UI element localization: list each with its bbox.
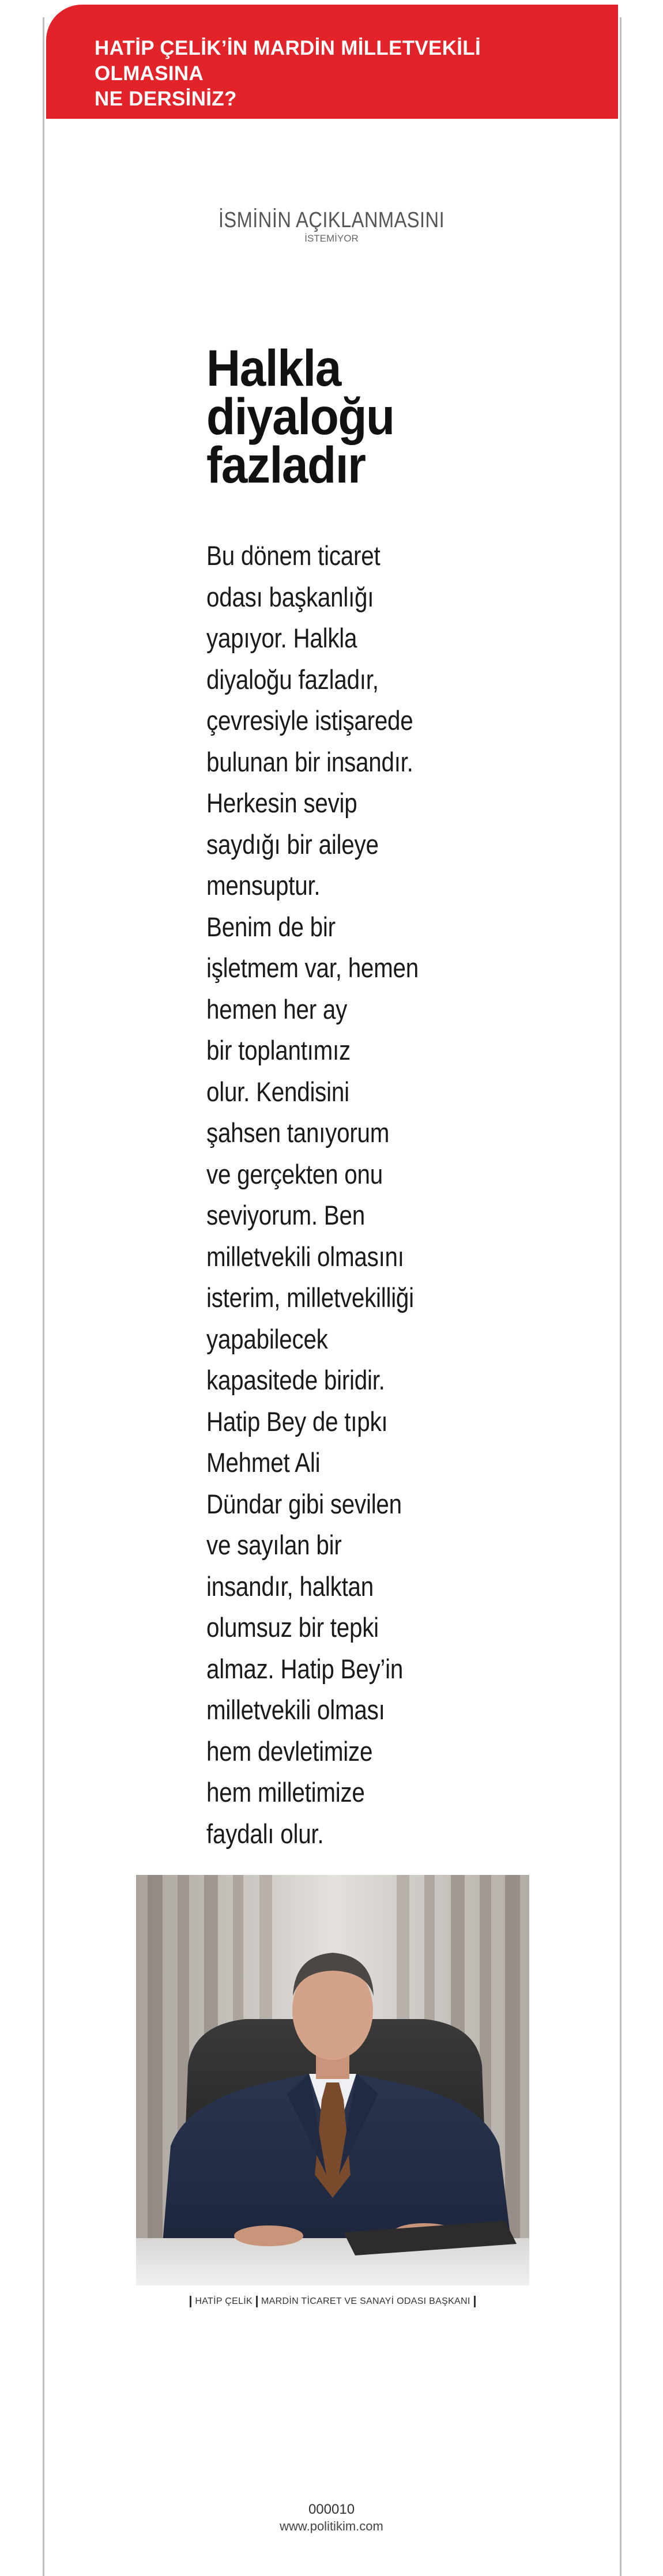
caption-divider: [474, 2296, 476, 2307]
banner-title: [95, 36, 583, 112]
caption-title: MARDİN TİCARET VE SANAYİ ODASI BAŞKANI: [261, 2296, 470, 2306]
body-line: Hatip Bey de tıpkı: [206, 1406, 388, 1437]
caption-divider: [256, 2296, 258, 2307]
body-line: kapasitede biridir.: [206, 1365, 385, 1395]
body-line: odası başkanlığı: [206, 581, 374, 612]
portrait-photo: [136, 1875, 529, 2285]
body-line: mensuptur.: [206, 870, 321, 901]
body-line: faydalı olur.: [206, 1818, 324, 1849]
article-body: [206, 535, 483, 1854]
page-number: 000010: [308, 2502, 355, 2517]
article-headline: [206, 339, 450, 494]
body-line: olur. Kendisini: [206, 1076, 349, 1107]
banner-title-line-2: NE DERSİNİZ?: [95, 88, 237, 110]
body-line: yapabilecek: [206, 1323, 328, 1354]
body-line: diyaloğu fazladır,: [206, 664, 379, 695]
body-line: Herkesin sevip: [206, 788, 357, 818]
body-line: Bu dönem ticaret: [206, 540, 381, 571]
body-line: isterim, milletvekilliği: [206, 1282, 414, 1313]
body-line: olumsuz bir tepki: [206, 1612, 379, 1643]
body-line: milletvekili olmasını: [206, 1241, 404, 1272]
banner-title-line-1: HATİP ÇELİK’İN MARDİN MİLLETVEKİLİ OLMASINA: [95, 37, 481, 85]
body-line: ve gerçekten onu: [206, 1158, 383, 1189]
body-line: bir toplantımız: [206, 1035, 351, 1065]
body-line: Benim de bir: [206, 911, 336, 942]
body-line: saydığı bir aileye: [206, 828, 379, 860]
body-line: almaz. Hatip Bey’in: [206, 1653, 404, 1684]
respondent-note: İSTEMİYOR: [304, 233, 359, 244]
headline-line: diyaloğu: [206, 387, 394, 445]
question-banner: [46, 5, 618, 119]
body-line: ve sayılan bir: [206, 1530, 342, 1560]
headline-line: Halkla: [206, 339, 341, 397]
respondent-name: İSMİNİN AÇIKLANMASINI: [218, 208, 445, 232]
body-line: bulunan bir insandır.: [206, 746, 413, 777]
body-line: şahsen tanıyorum: [206, 1117, 390, 1148]
body-line: Mehmet Ali: [206, 1447, 321, 1478]
photo-caption: [136, 2296, 529, 2307]
respondent-source: [173, 208, 490, 244]
caption-divider: [190, 2296, 191, 2307]
site-url[interactable]: www.politikim.com: [280, 2519, 383, 2533]
headline-line: fazladır: [206, 436, 366, 494]
body-line: milletvekili olması: [206, 1694, 385, 1725]
body-line: insandır, halktan: [206, 1571, 374, 1602]
page-footer: [173, 2501, 490, 2534]
body-line: hemen her ay: [206, 993, 348, 1025]
body-line: yapıyor. Halkla: [206, 623, 357, 653]
body-line: işletmem var, hemen: [206, 952, 419, 983]
body-line: seviyorum. Ben: [206, 1200, 365, 1230]
body-line: çevresiyle istişarede: [206, 705, 413, 736]
body-line: hem milletimize: [206, 1777, 365, 1807]
body-line: Dündar gibi sevilen: [206, 1488, 402, 1519]
body-line: hem devletimize: [206, 1735, 373, 1767]
caption-name: HATİP ÇELİK: [195, 2296, 253, 2306]
